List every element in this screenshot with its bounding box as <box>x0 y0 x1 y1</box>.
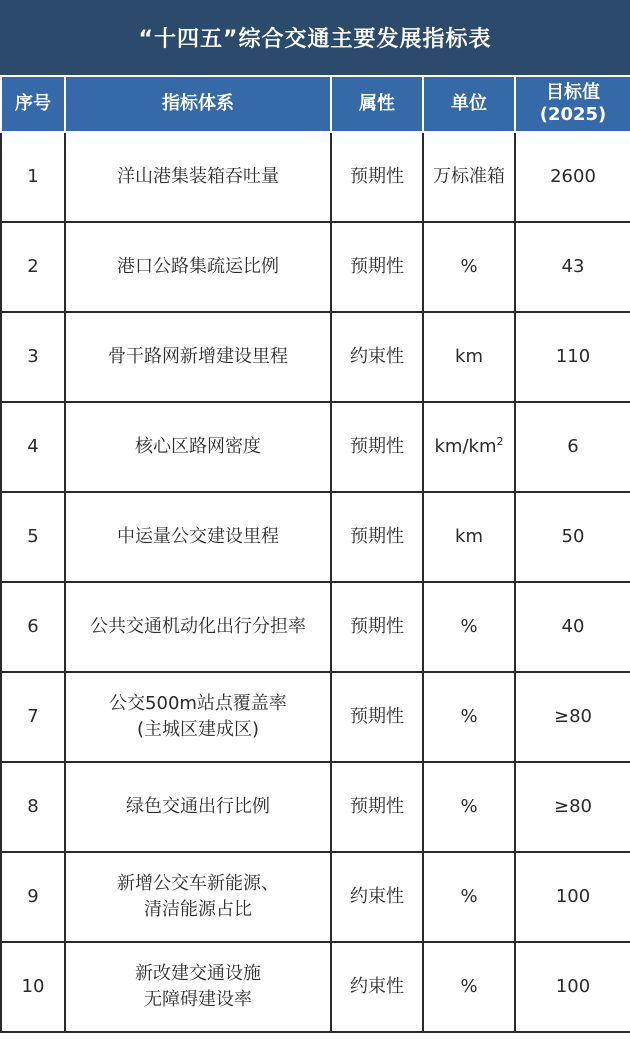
row-indicator <box>65 222 331 312</box>
row-unit-text: % <box>460 795 478 817</box>
row-indicator <box>65 852 331 942</box>
table-row <box>1 582 630 672</box>
row-attribute: 约束性 <box>331 312 423 402</box>
row-target: 6 <box>515 402 630 492</box>
row-index: 8 <box>1 762 65 852</box>
row-indicator-line1: 公共交通机动化出行分担率 <box>90 615 306 637</box>
table-body <box>1 132 630 1032</box>
header-target-year: (2025) <box>539 104 607 125</box>
table-row <box>1 402 630 492</box>
row-unit <box>423 942 515 1032</box>
header-unit: 单位 <box>423 76 515 132</box>
row-target: 43 <box>515 222 630 312</box>
row-indicator-line1: 核心区路网密度 <box>135 435 261 457</box>
row-indicator <box>65 942 331 1032</box>
row-unit <box>423 582 515 672</box>
row-index: 3 <box>1 312 65 402</box>
table-row <box>1 132 630 222</box>
table-row <box>1 762 630 852</box>
row-unit-superscript: 2 <box>496 434 504 448</box>
row-indicator-line1: 港口公路集疏运比例 <box>117 255 279 277</box>
row-unit-text: km/km <box>434 435 497 457</box>
row-unit <box>423 762 515 852</box>
row-attribute: 预期性 <box>331 222 423 312</box>
row-index: 4 <box>1 402 65 492</box>
row-indicator-line1: 公交500m站点覆盖率 <box>109 692 287 714</box>
row-unit <box>423 402 515 492</box>
row-target: ≥80 <box>515 762 630 852</box>
row-index: 7 <box>1 672 65 762</box>
row-target: 50 <box>515 492 630 582</box>
row-unit-text: % <box>460 975 478 997</box>
row-unit <box>423 132 515 222</box>
row-target: 100 <box>515 942 630 1032</box>
row-indicator <box>65 402 331 492</box>
row-index: 6 <box>1 582 65 672</box>
header-target-label: 目标值 <box>546 82 600 104</box>
row-index: 1 <box>1 132 65 222</box>
row-target: ≥80 <box>515 672 630 762</box>
row-indicator <box>65 312 331 402</box>
header-row <box>1 76 630 132</box>
row-attribute: 约束性 <box>331 852 423 942</box>
row-unit-text: km <box>455 345 483 367</box>
header-indicator: 指标体系 <box>65 76 331 132</box>
table-row <box>1 942 630 1032</box>
row-indicator-line1: 骨干路网新增建设里程 <box>108 345 288 367</box>
row-attribute: 约束性 <box>331 942 423 1032</box>
row-unit-text: km <box>455 525 483 547</box>
row-indicator-line2: 无障碍建设率 <box>144 989 252 1010</box>
row-unit <box>423 492 515 582</box>
table-title: “十四五”综合交通主要发展指标表 <box>0 0 630 75</box>
row-unit <box>423 672 515 762</box>
row-unit <box>423 312 515 402</box>
row-unit-text: % <box>460 615 478 637</box>
row-attribute: 预期性 <box>331 492 423 582</box>
row-attribute: 预期性 <box>331 582 423 672</box>
row-indicator-line1: 中运量公交建设里程 <box>117 525 279 547</box>
row-attribute: 预期性 <box>331 672 423 762</box>
row-unit-text: % <box>460 255 478 277</box>
row-indicator-line1: 洋山港集装箱吞吐量 <box>117 165 279 187</box>
row-indicator <box>65 672 331 762</box>
row-index: 9 <box>1 852 65 942</box>
indicator-table <box>0 75 630 1033</box>
row-indicator-line1: 绿色交通出行比例 <box>126 795 270 817</box>
row-indicator <box>65 762 331 852</box>
row-target: 40 <box>515 582 630 672</box>
row-indicator <box>65 582 331 672</box>
table-row <box>1 852 630 942</box>
row-unit <box>423 222 515 312</box>
row-unit-text: % <box>460 705 478 727</box>
row-target: 2600 <box>515 132 630 222</box>
row-attribute: 预期性 <box>331 402 423 492</box>
row-indicator <box>65 492 331 582</box>
table-row <box>1 492 630 582</box>
row-target: 110 <box>515 312 630 402</box>
row-index: 10 <box>1 942 65 1032</box>
table-row <box>1 222 630 312</box>
row-indicator-line1: 新改建交通设施 <box>135 962 261 984</box>
row-indicator-line1: 新增公交车新能源、 <box>117 872 279 894</box>
row-attribute: 预期性 <box>331 132 423 222</box>
table-row <box>1 312 630 402</box>
row-indicator-line2: (主城区建成区) <box>136 719 260 740</box>
row-target: 100 <box>515 852 630 942</box>
row-attribute: 预期性 <box>331 762 423 852</box>
row-indicator <box>65 132 331 222</box>
header-target <box>515 76 630 132</box>
header-index: 序号 <box>1 76 65 132</box>
row-indicator-line2: 清洁能源占比 <box>144 899 252 920</box>
row-index: 2 <box>1 222 65 312</box>
row-index: 5 <box>1 492 65 582</box>
row-unit-text: 万标准箱 <box>433 165 505 187</box>
table-row <box>1 672 630 762</box>
row-unit <box>423 852 515 942</box>
row-unit-text: % <box>460 885 478 907</box>
header-attribute: 属性 <box>331 76 423 132</box>
